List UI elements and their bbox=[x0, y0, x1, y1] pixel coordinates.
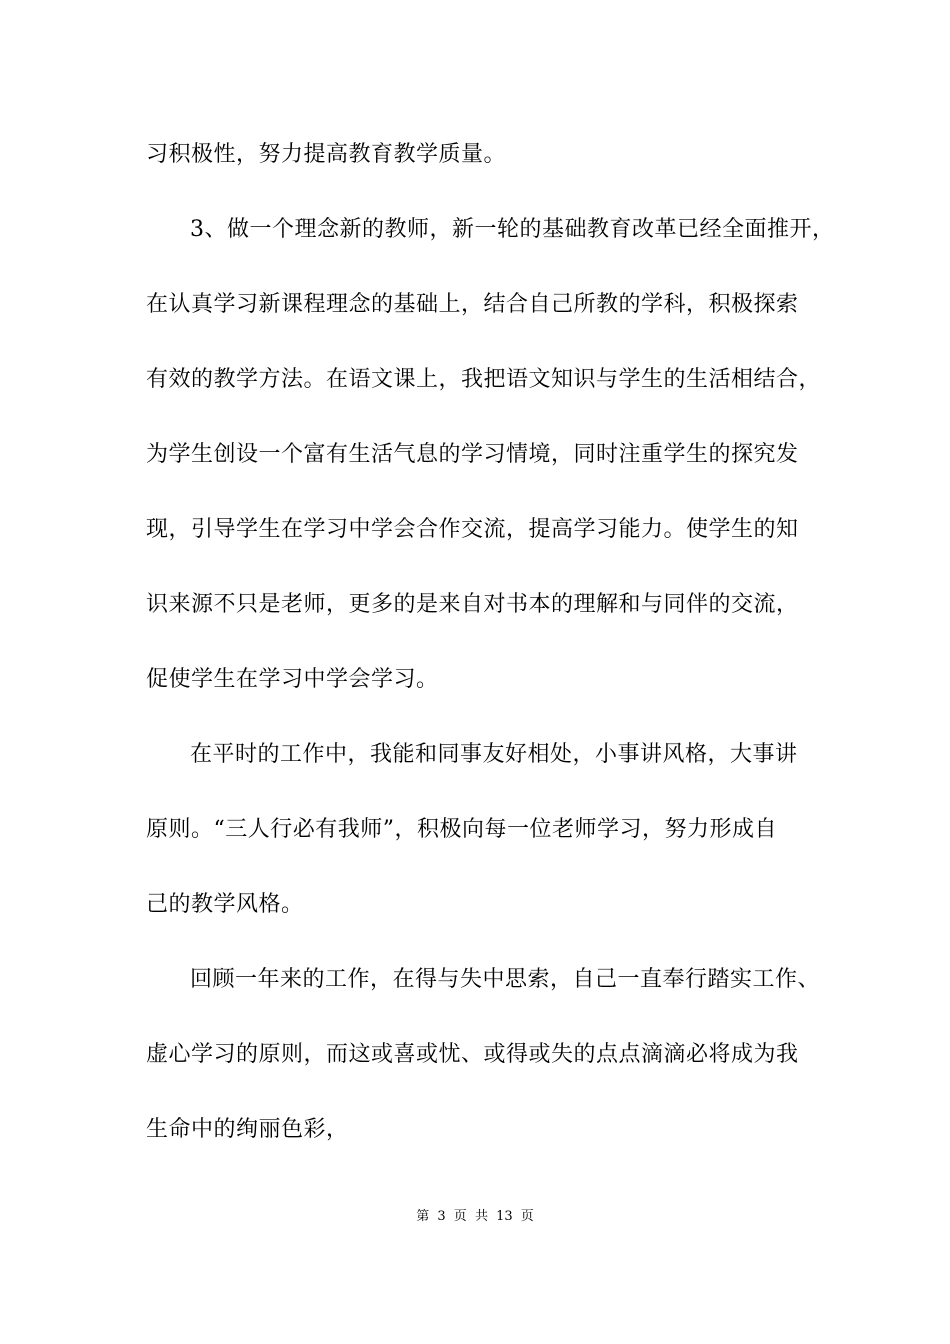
footer-current-page: 3 bbox=[437, 1209, 446, 1224]
paragraph-2-line-3: 有效的教学方法。在语文课上，我把语文知识与学生的生活相结合， bbox=[146, 367, 822, 392]
paragraph-4-line-2: 虚心学习的原则，而这或喜或忧、或得或失的点点滴滴必将成为我 bbox=[146, 1042, 799, 1067]
paragraph-2-line-1: 3、做一个理念新的教师，新一轮的基础教育改革已经全面推开， bbox=[190, 217, 835, 242]
paragraph-2-line-7: 促使学生在学习中学会学习。 bbox=[146, 667, 439, 692]
footer-total-word: 共 bbox=[474, 1209, 488, 1224]
paragraph-2-line-6: 识来源不只是老师，更多的是来自对书本的理解和与同伴的交流， bbox=[146, 592, 799, 617]
paragraph-3-line-2: 原则。“三人行必有我师”，积极向每一位老师学习，努力形成自 bbox=[146, 817, 777, 842]
page-footer bbox=[0, 1208, 950, 1226]
paragraph-2-line-4: 为学生创设一个富有生活气息的学习情境，同时注重学生的探究发 bbox=[146, 442, 799, 467]
footer-page-word: 页 bbox=[453, 1209, 467, 1224]
paragraph-3-line-1: 在平时的工作中，我能和同事友好相处，小事讲风格，大事讲 bbox=[190, 742, 798, 767]
paragraph-1-line-1: 习积极性，努力提高教育教学质量。 bbox=[146, 142, 507, 167]
paragraph-2-line-2: 在认真学习新课程理念的基础上，结合自己所教的学科，积极探索 bbox=[146, 292, 799, 317]
paragraph-2-line-5: 现，引导学生在学习中学会合作交流，提高学习能力。使学生的知 bbox=[146, 517, 799, 542]
footer-prefix: 第 bbox=[416, 1209, 430, 1224]
footer-suffix: 页 bbox=[520, 1209, 534, 1224]
paragraph-4-line-3: 生命中的绚丽色彩， bbox=[146, 1117, 349, 1142]
paragraph-3-line-3: 己的教学风格。 bbox=[146, 892, 304, 917]
footer-total-pages: 13 bbox=[496, 1209, 513, 1224]
paragraph-4-line-1: 回顾一年来的工作，在得与失中思索，自己一直奉行踏实工作、 bbox=[190, 967, 821, 992]
